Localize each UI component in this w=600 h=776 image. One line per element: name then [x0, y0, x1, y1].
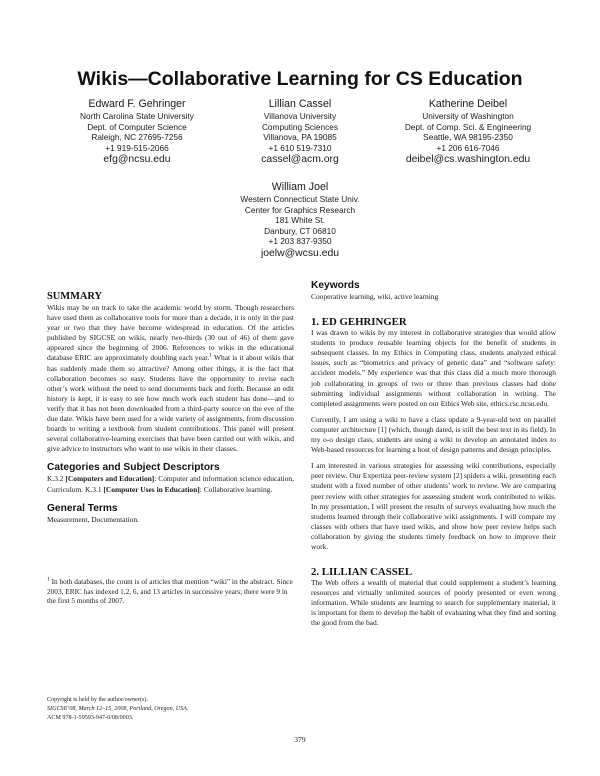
author-name: Lillian Cassel	[268, 98, 332, 110]
section-1-paragraph: I was drawn to wikis by my interest in collaborative strategies that would allow students to produce reusable learning objects for the benefit of students in subsequent classes. In my Ethics in Computing class, students analyzed ethical issues, such as “biometrics and privacy of genetic data” and “software safety: accident models.” My experience was that this class did a much more thorough job collaborating in groups of two or three than previous classes had done submitting individual assignments without collaboration in writing. The completed assignments were posted on our Ethics Web site, ethics.csc.ncsu.edu.	[311, 328, 556, 408]
author-phone: +1 919-515-2066	[105, 142, 169, 153]
author-affiliation: North Carolina State University	[80, 111, 194, 121]
author-department: Center for Graphics Research	[244, 204, 356, 215]
general-terms-text: Measurement, Documentation.	[47, 514, 139, 524]
right-column	[311, 280, 556, 629]
author-email[interactable]: efg@ncsu.edu	[103, 154, 171, 166]
section-2-heading: 2. LILLIAN CASSEL	[311, 566, 413, 579]
footnote	[47, 577, 294, 606]
author-email[interactable]: deibel@cs.washington.edu	[405, 154, 531, 166]
author-street: 181 White St.	[275, 215, 325, 226]
author-email[interactable]: joelw@wcsu.edu	[260, 247, 340, 259]
author-affiliation: Western Connecticut State Univ.	[240, 194, 360, 204]
footnote-mark: 1	[209, 352, 212, 359]
summary-heading: SUMMARY	[47, 291, 103, 302]
category-code-1: K.3.2	[47, 474, 66, 484]
section-1-paragraph: I am interested in various strategies for assessing wiki contributions, especially peer review. Our Expertiza peer-review system [2] spiders a wiki, presenting each student with a fixed number of other students’ work to review. We are comparing peer review with other strategies for assessing student work contributed to wikis. In my presentation, I will present the results of surveys evaluating how much the students learned through their collaborative wiki assignments. I will compare my classes with others that have used wikis, and show how peer review helps such collaboration by giving the students timely feedback on how to improve their work.	[311, 461, 556, 551]
author-department: Computing Sciences	[261, 121, 339, 132]
keywords-heading: Keywords	[311, 280, 360, 291]
author-block-cassel	[205, 98, 395, 166]
author-affiliation: Villanova University	[263, 111, 337, 121]
left-column	[47, 291, 294, 525]
author-block-joel	[205, 181, 395, 260]
author-phone: +1 203 837-9350	[268, 236, 332, 247]
author-phone: +1 610 519-7310	[268, 142, 332, 153]
author-address: Danbury, CT 06810	[264, 225, 336, 236]
category-name-1: [Computers and Education]	[65, 474, 155, 484]
section-2-paragraph: The Web offers a wealth of material that could supplement a student’s learning resources and virtually unlimited sources of poorly presented or even wrong information. While students are learning to search for supplementary material, it is important for them to develop the habit of evaluating what they find and sorting the good from the bad.	[311, 578, 556, 628]
category-name-2: [Computer Uses in Education]	[103, 484, 200, 494]
categories-heading: Categories and Subject Descriptors	[47, 462, 220, 474]
conference-line: SIGCSE’08, March 12–15, 2008, Portland, Oregon, USA.	[47, 706, 189, 713]
author-phone: +1 206 616-7046	[436, 142, 500, 153]
isbn-line: ACM 978-1-59593-947-0/08/0003.	[47, 715, 134, 722]
author-name: William Joel	[271, 181, 329, 193]
author-name: Katherine Deibel	[428, 98, 508, 110]
author-email[interactable]: cassel@acm.org	[261, 154, 339, 166]
author-block-deibel	[373, 98, 563, 166]
footnote-text: In both databases, the count is of articles that mention “wiki” in the abstract. Since 2003, ERIC has indexed 1,2, 6, and 13 articles in successive years; there were 9 in the first 5 months of 2007.	[47, 577, 293, 606]
summary-text-part-a: Wikis may be on track to take the academic world by storm. Though researchers have used them as collaborative tools for more than a decade, it is only in the past year or two that they have become widespread in education. Of the articles published by SIGCSE on wikis, nearly two-thirds (30 out of 46) of them gave appeared since the beginning of 2006. References to wikis in the educational database ERIC are approximately doubling each year.	[47, 303, 294, 363]
paper-title: Wikis—Collaborative Learning for CS Education	[77, 68, 523, 90]
author-affiliation: University of Washington	[422, 111, 514, 121]
summary-text-part-b: What is it about wikis that has suddenly made them so attractive? Among other things, it is the fact that collaboration becomes so easy. Students have the opportunity to revise each other’s work without the need to send documents back and forth. Because an edit history is kept, it is easy to see how much work each student has done—and to verify that it has not been downloaded from a third-party source on the eve of the due date. Wikis have been used for a wide variety of assignments, from discussion boards to writing a textbook from student contributions. This panel will present several collaborative-learning exercises that have been carried out with wikis, and give advice to instructors who want to use wikis in their classes.	[47, 353, 294, 454]
summary-text	[47, 303, 294, 454]
page-number: 379	[294, 735, 306, 744]
general-terms-heading: General Terms	[47, 502, 118, 514]
author-address: Raleigh, NC 27695-7256	[91, 132, 183, 143]
section-1-heading: 1. ED GEHRINGER	[311, 316, 407, 329]
author-address: Seattle, WA 98195-2350	[423, 132, 513, 143]
category-desc-1: : Computer and information science education, Curriculum. K.3.1	[47, 474, 294, 494]
copyright-notice	[47, 696, 294, 724]
copyright-line: Copyright is held by the author/owner(s).	[47, 697, 148, 703]
author-block-gehringer	[42, 98, 232, 166]
categories-text	[47, 474, 294, 494]
author-name: Edward F. Gehringer	[88, 98, 186, 110]
footnote-number: 1	[47, 576, 50, 583]
keywords-text: Cooperative learning, wiki, active learning	[311, 292, 439, 301]
author-department: Dept. of Computer Science	[87, 121, 187, 132]
author-department: Dept. of Comp. Sci. & Engineering	[404, 121, 532, 132]
author-address: Villanova, PA 19085	[263, 132, 337, 143]
section-1-paragraph: Currently, I am using a wiki to have a class update a 9-year-old text on parallel computer architecture [1] (which, though dated, is still the best text in its field). In my o-o design class, students are using a wiki to develop an annotated index to Web-based resources for learning a host of design patterns and design principles.	[311, 414, 556, 455]
category-desc-2: : Collaborative learning.	[199, 484, 273, 494]
